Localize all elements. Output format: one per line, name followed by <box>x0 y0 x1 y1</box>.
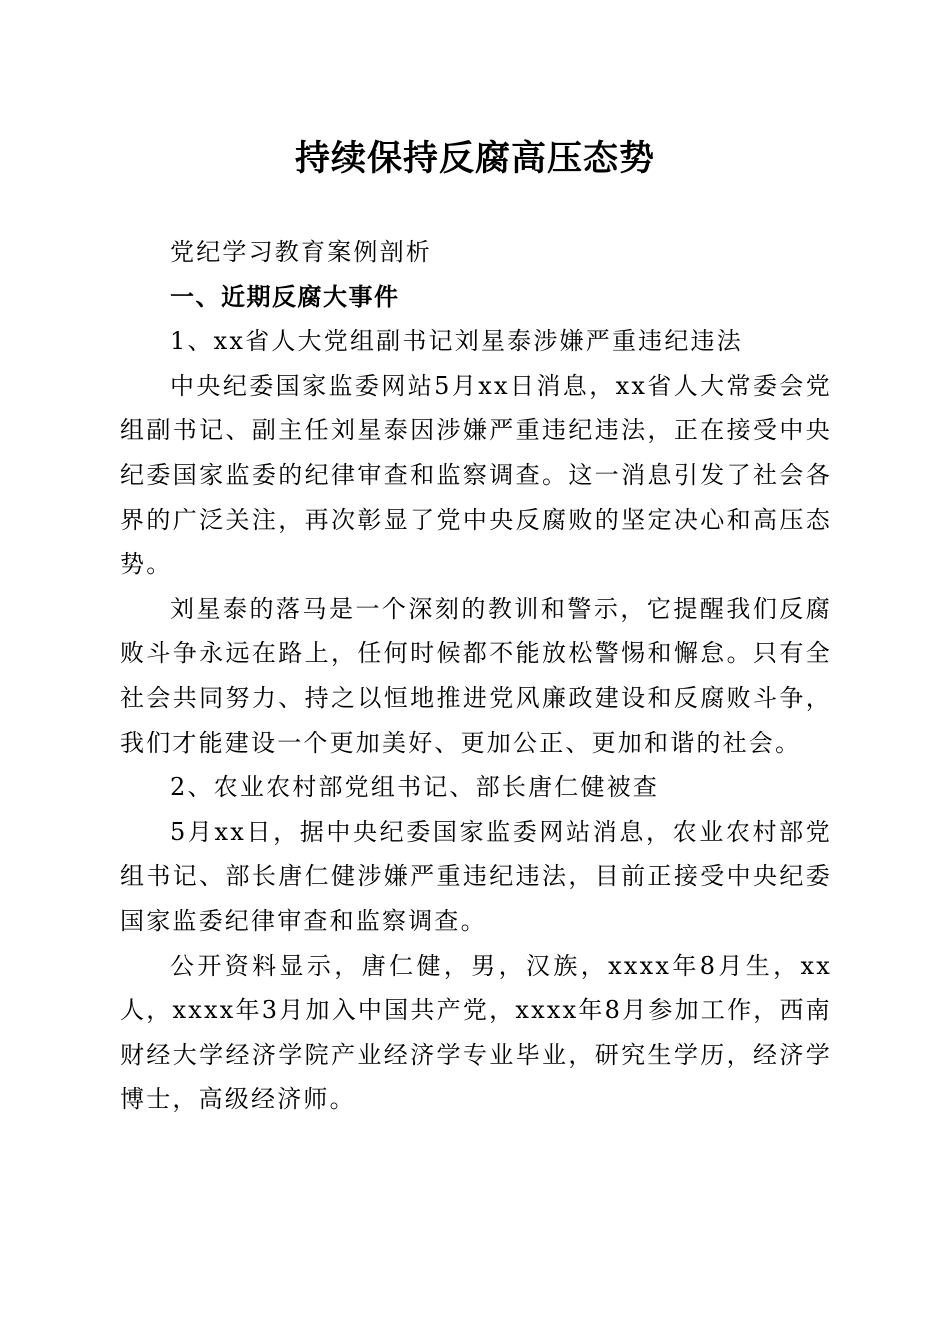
item1-paragraph-2: 刘星泰的落马是一个深刻的教训和警示，它提醒我们反腐败斗争永远在路上，任何时候都不能放松警惕和懈怠。只有全社会共同努力、持之以恒地推进党风廉政建设和反腐败斗争，我们才能建设一个更加美好、更加公正、更加和谐的社会。 <box>120 594 832 757</box>
document-title: 持续保持反腐高压态势 <box>294 138 655 179</box>
item2-paragraph-1: 5月xx日，据中央纪委国家监委网站消息，农业农村部党组书记、部长唐仁健涉嫌严重违纪违法，目前正接受中央纪委国家监委纪律审查和监察调查。 <box>120 817 832 935</box>
item1-paragraph-1: 中央纪委国家监委网站5月xx日消息，xx省人大常委会党组副书记、副主任刘星泰因涉嫌严重违纪违法，正在接受中央纪委国家监委的纪律审查和监察调查。这一消息引发了社会各界的广泛关注，再次彰显了党中央反腐败的坚定决心和高压态势。 <box>120 371 832 579</box>
item2-paragraph-2: 公开资料显示，唐仁健，男，汉族，xxxx年8月生，xx人，xxxx年3月加入中国共产党，xxxx年8月参加工作，西南财经大学经济学院产业经济学专业毕业，研究生学历，经济学博士，高级经济师。 <box>120 951 832 1114</box>
section-heading-recent-events: 一、近期反腐大事件 <box>170 282 400 311</box>
document-subtitle: 党纪学习教育案例剖析 <box>170 238 432 266</box>
item1-heading: 1、xx省人大党组副书记刘星泰涉嫌严重违纪违法 <box>170 327 743 356</box>
item2-heading: 2、农业农村部党组书记、部长唐仁健被查 <box>170 773 660 802</box>
document-body <box>120 230 832 1122</box>
